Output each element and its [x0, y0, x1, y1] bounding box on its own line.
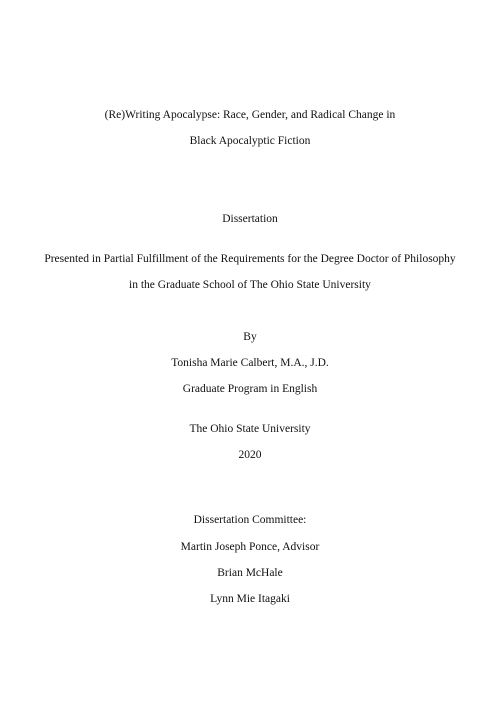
document-type: Dissertation	[222, 213, 278, 225]
presented-line-2: in the Graduate School of The Ohio State University	[129, 279, 371, 291]
author-name: Tonisha Marie Calbert, M.A., J.D.	[171, 357, 329, 369]
committee-heading: Dissertation Committee:	[193, 514, 307, 526]
title-line-2: Black Apocalyptic Fiction	[189, 135, 311, 147]
year: 2020	[238, 449, 262, 461]
by-label: By	[243, 331, 257, 343]
committee-member: Brian McHale	[217, 567, 283, 579]
committee-member: Lynn Mie Itagaki	[210, 593, 290, 605]
university-name: The Ohio State University	[189, 423, 311, 435]
presented-line-1: Presented in Partial Fulfillment of the Requirements for the Degree Doctor of Philosophy	[44, 253, 456, 265]
committee-member: Martin Joseph Ponce, Advisor	[180, 541, 320, 553]
graduate-program: Graduate Program in English	[182, 383, 318, 395]
title-line-1: (Re)Writing Apocalypse: Race, Gender, and Radical Change in	[104, 109, 396, 121]
